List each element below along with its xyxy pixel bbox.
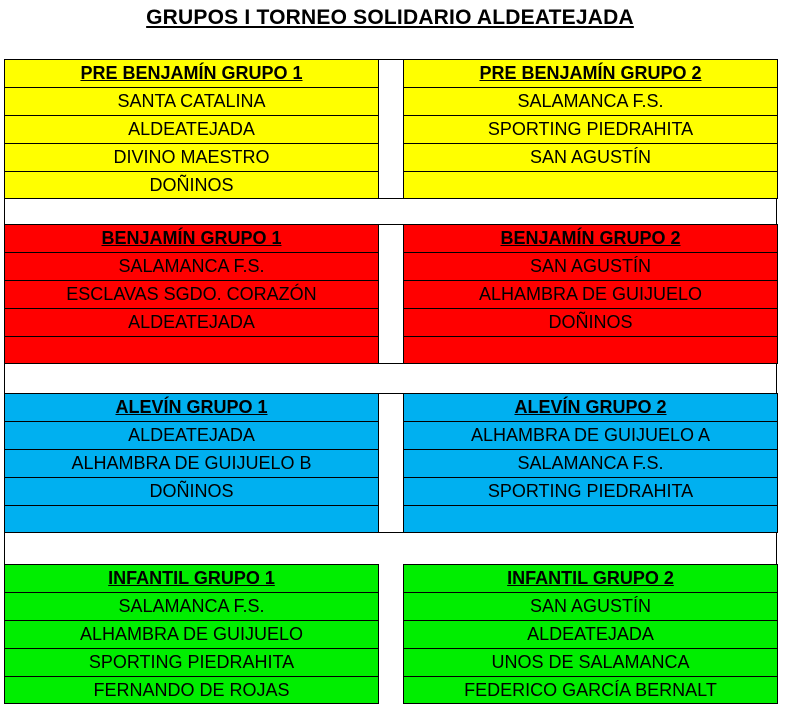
group-alevin-1 bbox=[4, 393, 379, 533]
team-cell: ESCLAVAS SGDO. CORAZÓN bbox=[5, 281, 378, 309]
team-cell: SALAMANCA F.S. bbox=[404, 450, 777, 478]
team-cell: FEDERICO GARCÍA BERNALT bbox=[464, 680, 717, 700]
team-cell: SAN AGUSTÍN bbox=[404, 253, 777, 281]
team-cell: DOÑINOS bbox=[404, 309, 777, 337]
team-cell: SALAMANCA F.S. bbox=[5, 593, 378, 621]
gap-column bbox=[379, 224, 405, 364]
team-cell: ALHAMBRA DE GUIJUELO B bbox=[5, 450, 378, 478]
group-header: INFANTIL GRUPO 1 bbox=[5, 565, 378, 593]
team-cell: SANTA CATALINA bbox=[5, 88, 378, 116]
team-cell: ALHAMBRA DE GUIJUELO A bbox=[404, 422, 777, 450]
team-cell bbox=[404, 506, 777, 534]
group-header: ALEVÍN GRUPO 2 bbox=[404, 394, 777, 422]
group-infantil-1 bbox=[4, 564, 379, 704]
team-cell: SPORTING PIEDRAHITA bbox=[404, 478, 777, 506]
team-cell: ALHAMBRA DE GUIJUELO bbox=[5, 621, 378, 649]
group-header: PRE BENJAMÍN GRUPO 2 bbox=[404, 60, 777, 88]
gap-column bbox=[379, 59, 405, 199]
group-benjamin-1 bbox=[4, 224, 379, 364]
team-cell: ALDEATEJADA bbox=[5, 309, 378, 337]
team-cell: SPORTING PIEDRAHITA bbox=[404, 116, 777, 144]
team-cell bbox=[404, 172, 777, 200]
team-cell: ALDEATEJADA bbox=[5, 422, 378, 450]
group-header: BENJAMÍN GRUPO 1 bbox=[5, 225, 378, 253]
team-cell: DOÑINOS bbox=[5, 478, 378, 506]
group-alevin-2 bbox=[403, 393, 778, 533]
team-cell: SALAMANCA F.S. bbox=[5, 253, 378, 281]
team-cell: ALHAMBRA DE GUIJUELO bbox=[404, 281, 777, 309]
team-cell: SAN AGUSTÍN bbox=[404, 144, 777, 172]
group-header: BENJAMÍN GRUPO 2 bbox=[404, 225, 777, 253]
group-header: INFANTIL GRUPO 2 bbox=[404, 565, 777, 593]
gap-column bbox=[379, 564, 405, 704]
gap-column bbox=[379, 393, 405, 533]
team-cell: UNOS DE SALAMANCA bbox=[404, 649, 777, 677]
group-header: ALEVÍN GRUPO 1 bbox=[5, 394, 378, 422]
group-pre-benjamin-2 bbox=[403, 59, 778, 199]
group-pre-benjamin-1 bbox=[4, 59, 379, 199]
team-cell: DIVINO MAESTRO bbox=[5, 144, 378, 172]
group-infantil-2 bbox=[403, 564, 778, 704]
separator-row bbox=[4, 199, 777, 224]
team-cell: SALAMANCA F.S. bbox=[404, 88, 777, 116]
team-cell: ALDEATEJADA bbox=[5, 116, 378, 144]
separator-row bbox=[4, 533, 777, 564]
team-cell bbox=[5, 506, 378, 534]
group-header: PRE BENJAMÍN GRUPO 1 bbox=[5, 60, 378, 88]
team-cell: FERNANDO DE ROJAS bbox=[93, 680, 290, 700]
page-title: GRUPOS I TORNEO SOLIDARIO ALDEATEJADA bbox=[146, 6, 634, 29]
group-benjamin-2 bbox=[403, 224, 778, 364]
team-cell: DOÑINOS bbox=[149, 175, 234, 195]
team-cell bbox=[404, 337, 777, 365]
team-cell bbox=[5, 337, 378, 365]
team-cell: SPORTING PIEDRAHITA bbox=[5, 649, 378, 677]
team-cell: SAN AGUSTÍN bbox=[404, 593, 777, 621]
team-cell: ALDEATEJADA bbox=[404, 621, 777, 649]
separator-row bbox=[4, 364, 777, 393]
